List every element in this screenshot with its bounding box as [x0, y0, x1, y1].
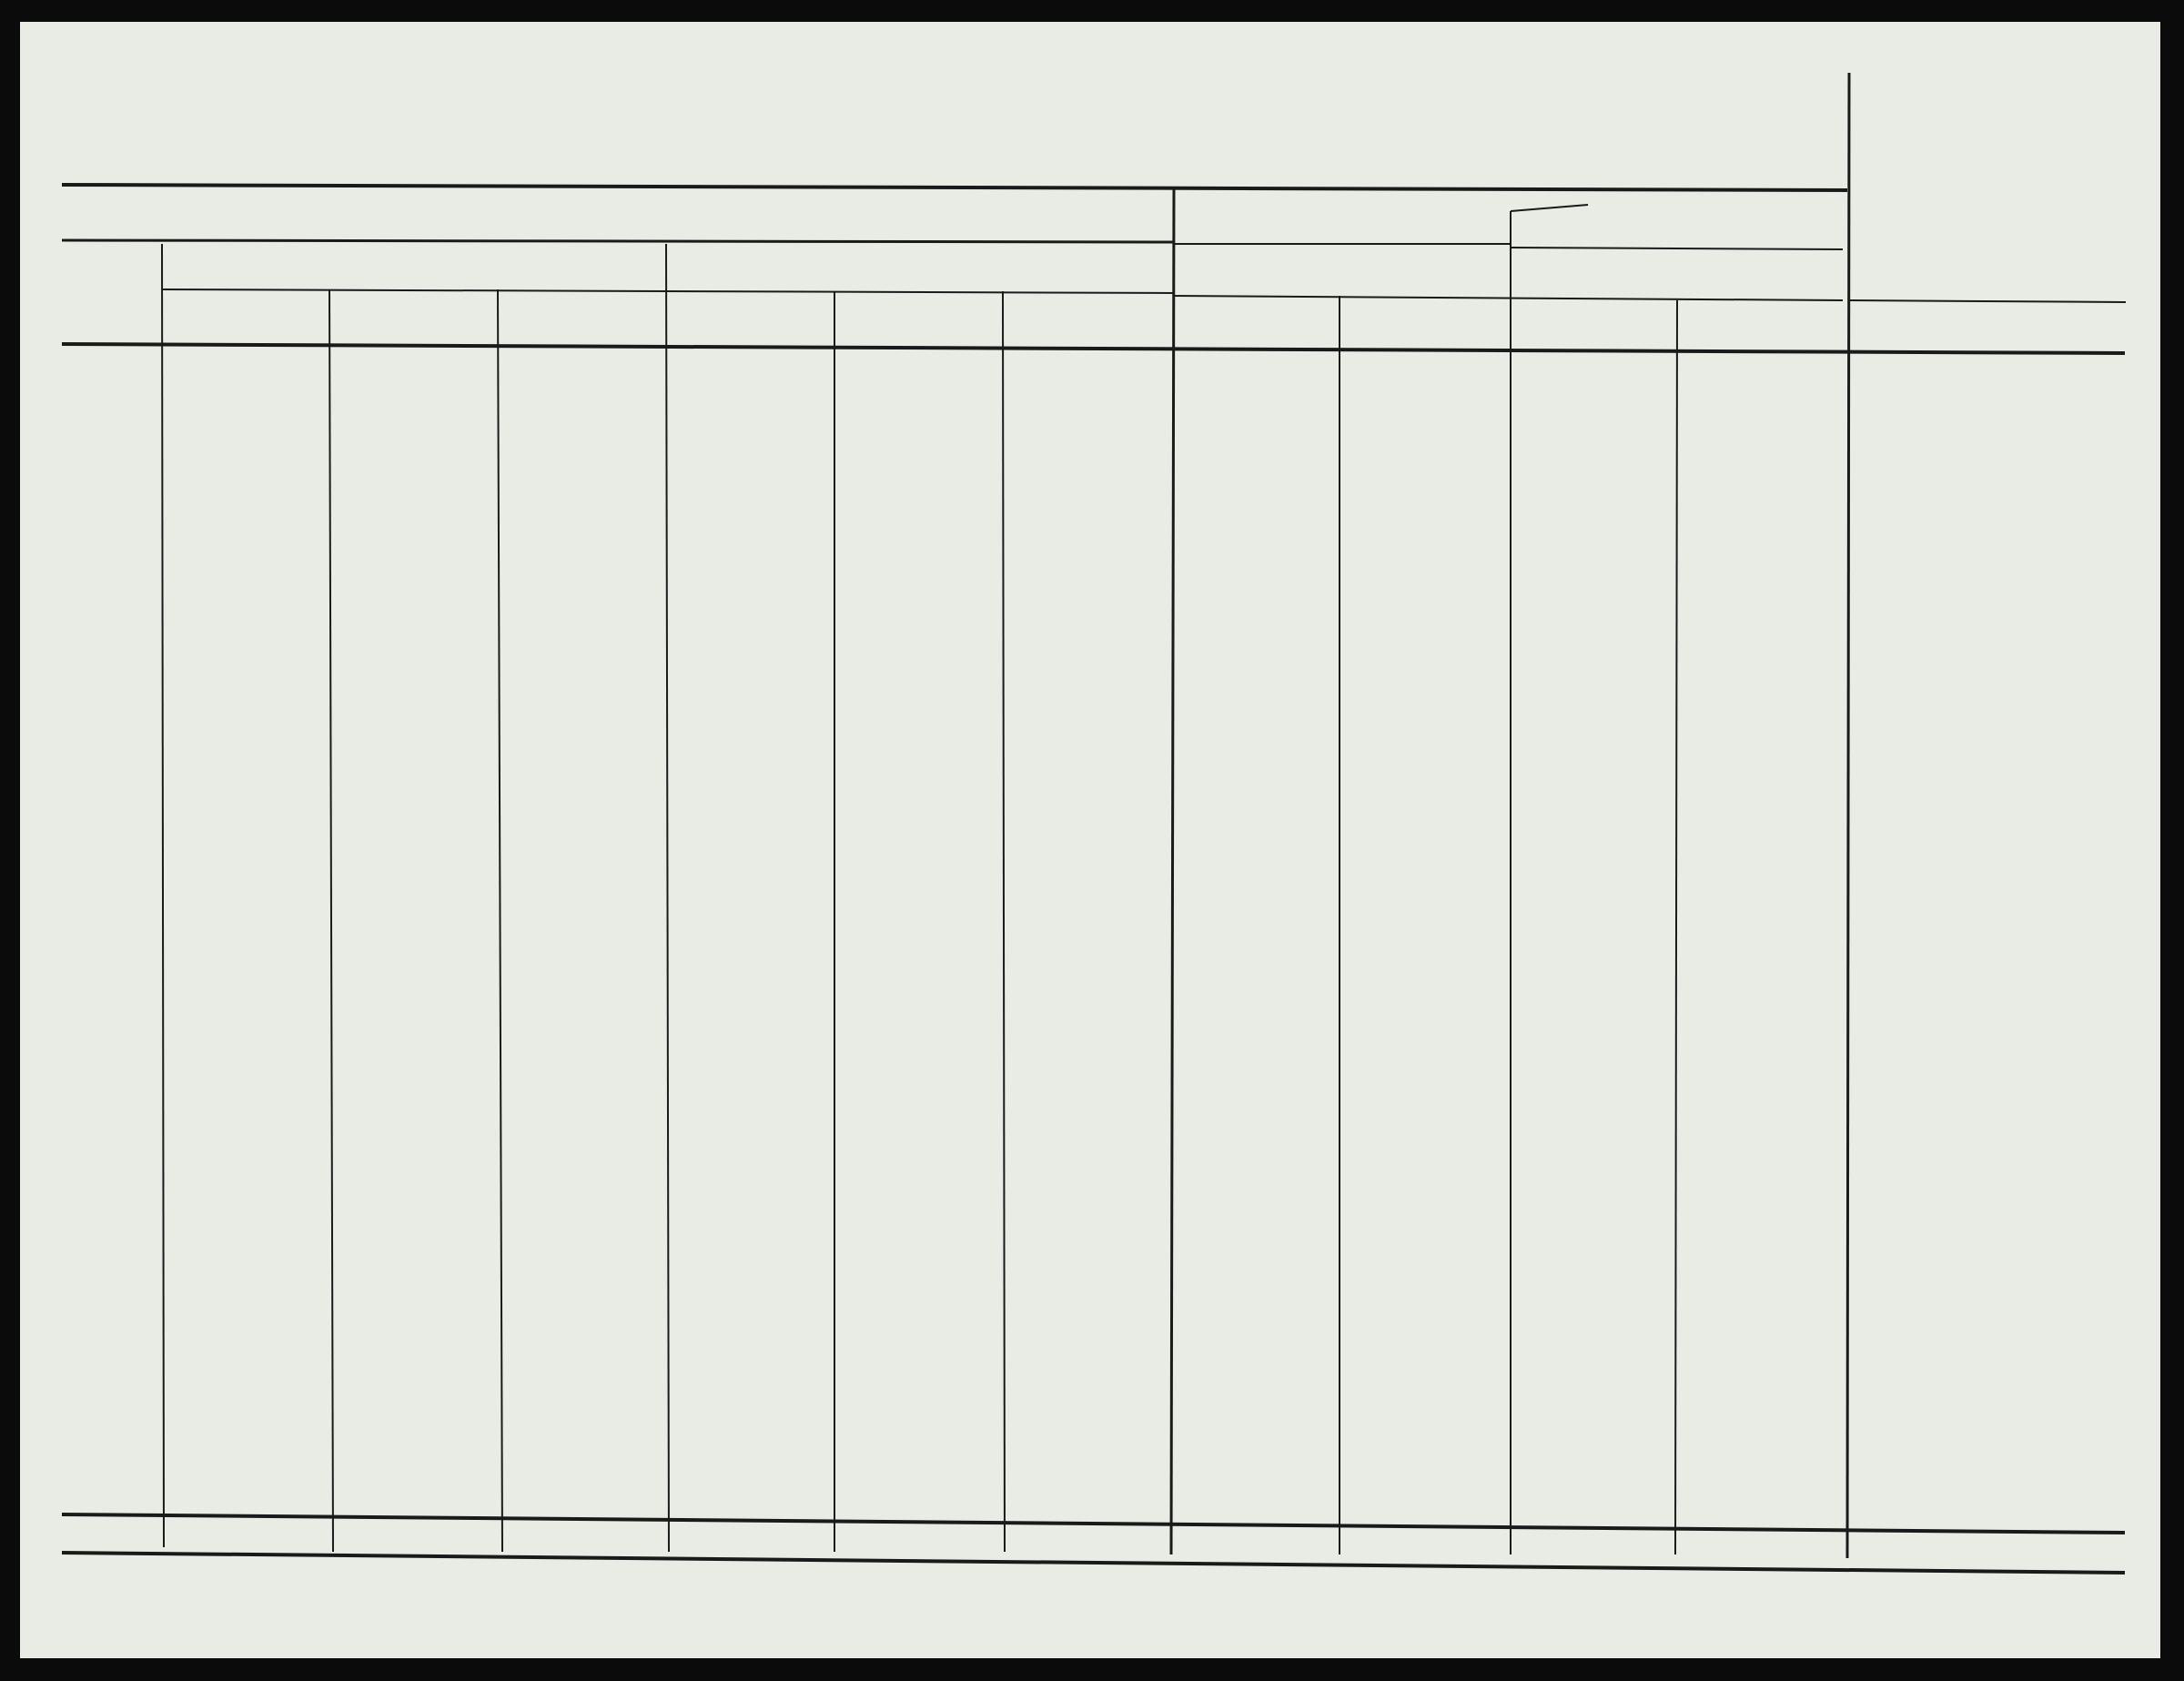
form-frame — [62, 73, 2126, 1573]
